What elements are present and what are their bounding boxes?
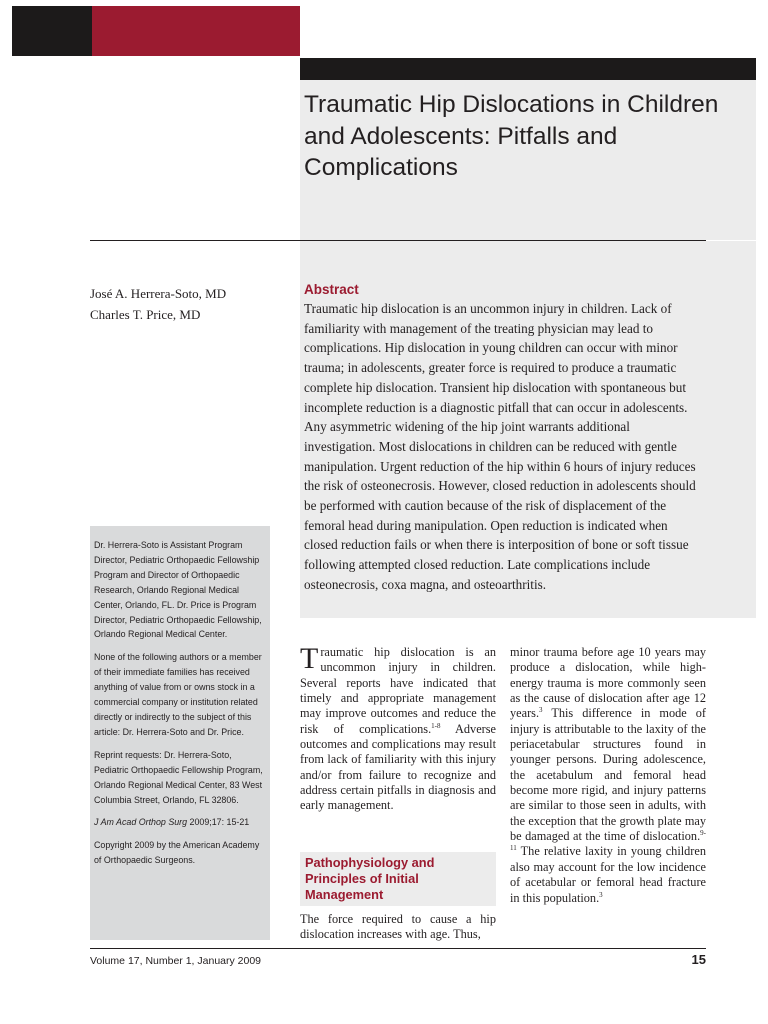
affiliation-note: Dr. Herrera-Soto is Assistant Program Director, Pediatric Orthopaedic Fellowship Program and Director of Orthopaedic Research, Orlando Regional Medical Center, Orlando, FL. Dr. Price is Program Director, Pediatric Orthopaedic Fellowship, Orlando Regional Medical Center. xyxy=(94,540,262,640)
header-bar-black-left xyxy=(12,6,92,56)
reference-superscript: 9-11 xyxy=(510,829,706,853)
reference-superscript: 3 xyxy=(539,706,543,715)
journal-issue: Volume 17, Number 1, January 2009 xyxy=(90,955,262,967)
intro-text: raumatic hip dislocation is an uncommon injury in children. Several reports have indicated that timely and appropriate management may improve outcomes and reduce the risk of complications. xyxy=(300,645,496,736)
article-title: Traumatic Hip Dislocations in Children and Adolescents: Pitfalls and Complications xyxy=(304,91,719,181)
citation-journal: J Am Acad Orthop Surg xyxy=(94,817,188,828)
section-subheading: Pathophysiology and Principles of Initial Management xyxy=(305,855,435,902)
intro-paragraph xyxy=(300,642,496,814)
reference-superscript: 3 xyxy=(599,890,603,899)
title-divider xyxy=(90,240,706,241)
header-bar-red xyxy=(92,6,300,56)
intro-text-continued: Adverse outcomes and complications may result from lack of familiarity with this injury and/or from failure to recognize and address certain pitfalls in diagnosis and early management. xyxy=(300,721,496,813)
drop-cap: T xyxy=(300,642,319,675)
author-name: Charles T. Price, MD xyxy=(90,307,201,322)
reprint-note: Reprint requests: Dr. Herrera-Soto, Pediatric Orthopaedic Fellowship Program, Orlando Regional Medical Center, 83 West Columbia Street, Orlando, FL 32806. xyxy=(94,749,263,805)
abstract-text: Traumatic hip dislocation is an uncommon injury in children. Lack of familiarity with management of the treating physician may lead to complications. Hip dislocation in young children can occur with minor trauma; in adolescents, greater force is required to produce a traumatic complete hip dislocation. Transient hip dislocation with spontaneous but incomplete reduction is a diagnostic pitfall that can occur in adolescents. Any asymmetric widening of the hip joint warrants additional investigation. Most dislocations in children can be reduced with gentle manipulation. Urgent reduction of the hip within 6 hours of injury reduces the risk of osteonecrosis. However, closed reduction in adolescents should be performed with caution because of the risk of displacement of the femoral head during manipulation. Open reduction is indicated when closed reduction fails or when there is interposition of bone or soft tissue following attempted closed reduction. Late complications include osteonecrosis, coxa magna, and osteoarthritis. xyxy=(304,301,696,592)
column2-paragraph xyxy=(510,645,706,906)
footer-divider xyxy=(90,948,706,949)
copyright-note: Copyright 2009 by the American Academy of Orthopaedic Surgeons. xyxy=(94,840,260,866)
page-number: 15 xyxy=(691,952,706,967)
column2-text: This difference in mode of injury is attributable to the laxity of the periacetabular structures found in younger persons. During adolescence, the acetabulum and femoral head become more rigid, and injury patterns are similar to those seen in adults, with the exception that the growth plate may be damaged at the time of dislocation. xyxy=(510,706,706,844)
column2-text: The relative laxity in young children also may account for the low incidence of acetabular or femoral head fracture in this population. xyxy=(510,844,706,905)
citation-details: 2009;17: 15-21 xyxy=(187,817,250,828)
author-info-text xyxy=(94,538,266,876)
column2-text: minor trauma before age 10 years may produce a dislocation, while high-energy trauma is more commonly seen as the cause of dislocation after age 12 years. xyxy=(510,645,706,721)
author-list xyxy=(90,283,290,325)
header-bar-black-right xyxy=(300,58,756,80)
section-paragraph: The force required to cause a hip dislocation increases with age. Thus, xyxy=(300,912,496,942)
author-name: José A. Herrera-Soto, MD xyxy=(90,286,227,301)
citation-note xyxy=(94,815,266,830)
disclosure-note: None of the following authors or a member of their immediate families has received anything of value from or owns stock in a commercial company or institution related directly or indirectly to the subject of this article: Dr. Herrera-Soto and Dr. Price. xyxy=(94,652,262,737)
abstract-heading: Abstract xyxy=(304,282,359,297)
reference-superscript: 1-8 xyxy=(431,721,441,730)
